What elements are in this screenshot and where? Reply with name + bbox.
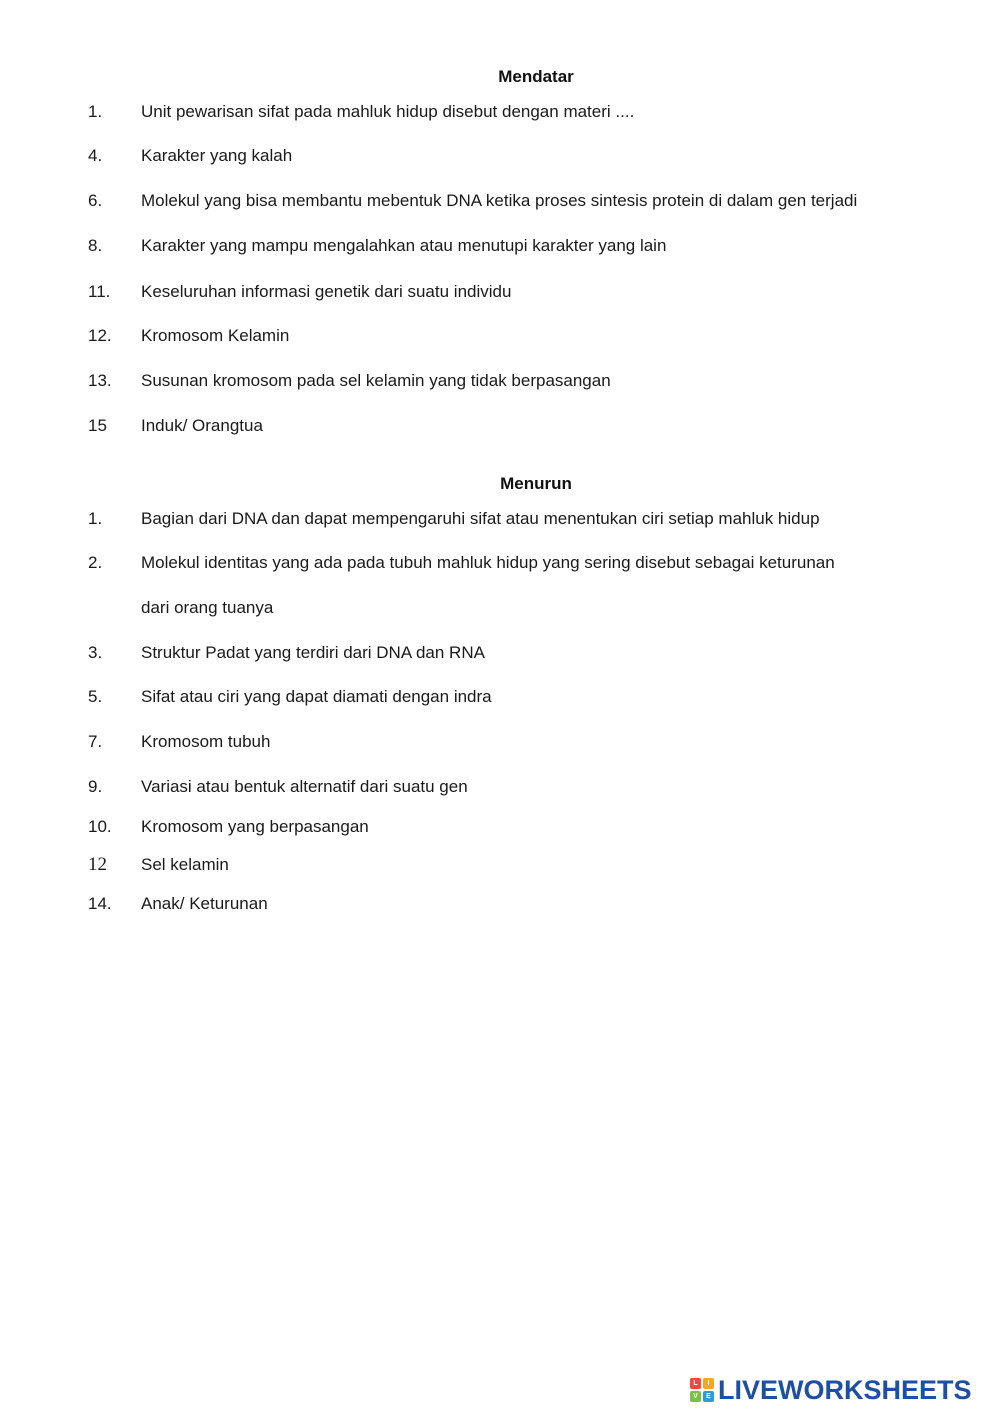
clue-number: 15 bbox=[88, 416, 107, 435]
logo-tile-e: E bbox=[703, 1391, 714, 1402]
clue-number: 14. bbox=[88, 894, 112, 913]
clue-number: 10. bbox=[88, 817, 112, 836]
clue-text: Molekul identitas yang ada pada tubuh mahluk hidup yang sering disebut sebagai keturunan bbox=[141, 553, 835, 572]
liveworksheets-logo-icon bbox=[690, 1378, 714, 1402]
heading-mendatar: Mendatar bbox=[498, 67, 574, 86]
logo-tile-l: L bbox=[690, 1378, 701, 1389]
clue-text: Variasi atau bentuk alternatif dari suatu gen bbox=[141, 777, 468, 796]
clue-text: Kromosom yang berpasangan bbox=[141, 817, 369, 836]
clue-text: Karakter yang kalah bbox=[141, 146, 293, 165]
liveworksheets-logo-text: LIVEWORKSHEETS bbox=[718, 1374, 972, 1405]
clue-text: Struktur Padat yang terdiri dari DNA dan RNA bbox=[141, 643, 485, 662]
clue-text: Bagian dari DNA dan dapat mempengaruhi sifat atau menentukan ciri setiap mahluk hidup bbox=[141, 509, 820, 528]
clue-text: Kromosom Kelamin bbox=[141, 326, 290, 345]
clue-text: Karakter yang mampu mengalahkan atau menutupi karakter yang lain bbox=[141, 236, 667, 255]
clue-number: 8. bbox=[88, 236, 103, 255]
clue-text: Sel kelamin bbox=[141, 855, 229, 874]
clue-number: 5. bbox=[88, 687, 103, 706]
clue-text: Keseluruhan informasi genetik dari suatu individu bbox=[141, 282, 512, 301]
logo-tile-i: I bbox=[703, 1378, 714, 1389]
clue-text: Induk/ Orangtua bbox=[141, 416, 263, 435]
clue-number: 3. bbox=[88, 643, 103, 662]
heading-menurun: Menurun bbox=[500, 474, 572, 493]
clue-number: 9. bbox=[88, 777, 103, 796]
clue-number: 6. bbox=[88, 191, 103, 210]
logo-tile-v: V bbox=[690, 1391, 701, 1402]
clue-text: Sifat atau ciri yang dapat diamati dengan indra bbox=[141, 687, 492, 706]
clue-number: 11. bbox=[88, 282, 111, 301]
clue-text: Unit pewarisan sifat pada mahluk hidup disebut dengan materi .... bbox=[141, 102, 635, 121]
clue-text: Anak/ Keturunan bbox=[141, 894, 268, 913]
clue-number: 13. bbox=[88, 371, 112, 390]
clue-text: Kromosom tubuh bbox=[141, 732, 271, 751]
clue-number: 12 bbox=[88, 854, 107, 875]
liveworksheets-logo bbox=[690, 1375, 972, 1405]
clue-number: 2. bbox=[88, 553, 103, 572]
clue-number: 12. bbox=[88, 326, 112, 345]
clue-number: 1. bbox=[88, 509, 103, 528]
clue-number: 7. bbox=[88, 732, 103, 751]
clue-number: 1. bbox=[88, 102, 103, 121]
clue-number: 4. bbox=[88, 146, 103, 165]
clue-text: Susunan kromosom pada sel kelamin yang tidak berpasangan bbox=[141, 371, 611, 390]
clue-text: Molekul yang bisa membantu mebentuk DNA ketika proses sintesis protein di dalam gen terjadi bbox=[141, 191, 858, 210]
clue-text-continued: dari orang tuanya bbox=[141, 598, 274, 617]
